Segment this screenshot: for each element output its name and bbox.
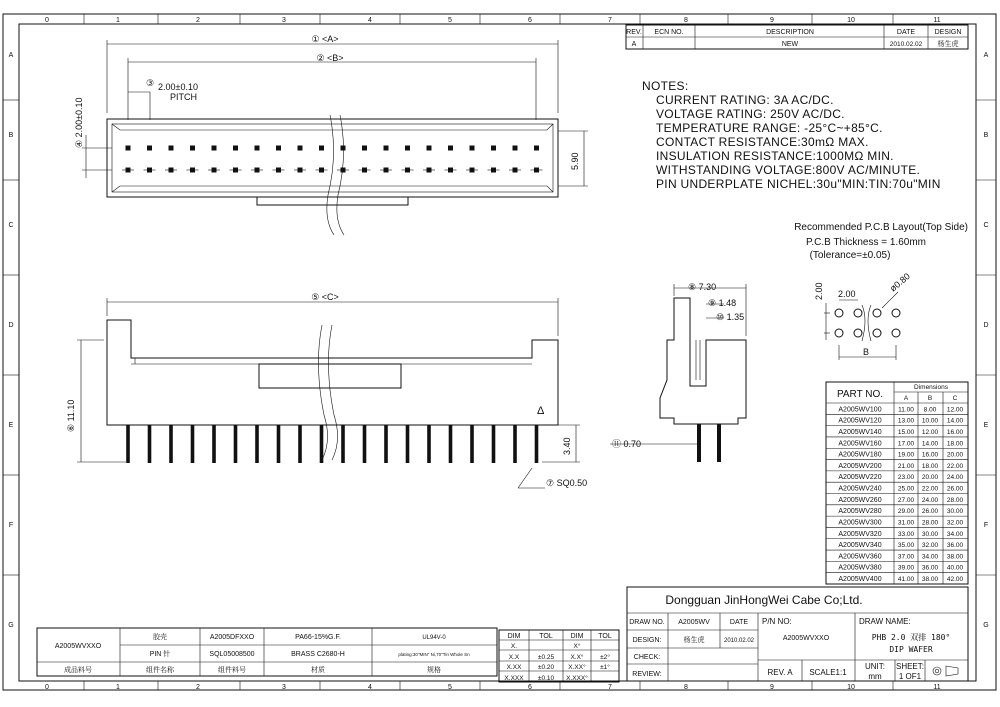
pcb-dim-b: B — [862, 347, 870, 357]
pcb-hole — [835, 329, 843, 337]
pcb-tolerance: (Tolerance=±0.05) — [809, 250, 891, 261]
bom-h-c3: 材质 — [311, 667, 325, 674]
review-label: REVIEW: — [632, 671, 662, 678]
projection-symbol-icon — [933, 666, 958, 676]
part-dimension: 35.00 — [897, 542, 915, 550]
part-number: A2005WV380 — [838, 564, 882, 572]
border-col-label: 5 — [448, 684, 452, 691]
pin-square — [427, 146, 432, 151]
pcb-hole — [873, 309, 881, 317]
note-line-7: PIN UNDERPLATE NICHEL:30u"MIN:TIN:70u"MIN — [656, 177, 941, 191]
pitch-dim: 2.00±0.10 — [158, 82, 198, 92]
rev-header-ecn: ECN NO. — [654, 29, 684, 36]
tolerance-cell: X.X° — [570, 654, 584, 661]
part-dimension: 28.00 — [921, 519, 939, 527]
design-date: 2010.02.02 — [723, 638, 755, 644]
rev-header-design: DESIGN — [934, 29, 962, 36]
pcb-title: Recommended P.C.B Layout(Top Side) — [794, 222, 968, 233]
front-view — [66, 292, 587, 488]
part-dimension: 30.00 — [921, 530, 939, 538]
part-dimension: 37.00 — [897, 553, 915, 561]
rev-value-date: 2010.02.02 — [889, 41, 923, 48]
border-col-label: 0 — [45, 17, 49, 24]
part-dimension: 25.00 — [897, 485, 915, 493]
pin-leg — [277, 425, 281, 463]
border-col-label: 9 — [770, 684, 774, 691]
pin-square — [384, 146, 389, 151]
front-pin-array — [126, 425, 538, 463]
pin-leg — [148, 425, 152, 463]
tolerance-cell: X° — [573, 643, 581, 650]
tolerance-cell: X. — [510, 643, 518, 650]
pcb-dim-v: 2.00 — [814, 282, 824, 300]
parts-rows — [826, 406, 968, 583]
part-dimension: 10.00 — [921, 417, 939, 425]
part-dimension: 13.00 — [897, 417, 915, 425]
design-label: DESIGN: — [632, 637, 662, 644]
border-row-label: A — [8, 52, 14, 59]
pin-square — [534, 146, 539, 151]
border-col-label: 1 — [116, 17, 120, 24]
part-number: A2005WV400 — [838, 576, 882, 583]
part-dimension: 18.00 — [921, 462, 939, 470]
pin-square — [341, 146, 346, 151]
bom-table — [37, 628, 497, 676]
bom-h-c2: 组件料号 — [218, 667, 246, 674]
pin-square — [147, 146, 152, 151]
tolerance-cell: X.XX° — [568, 664, 586, 671]
part-number: A2005WV240 — [838, 485, 882, 493]
part-number: A2005WV280 — [838, 508, 882, 516]
note-line-4: CONTACT RESISTANCE:30mΩ MAX. — [656, 135, 869, 149]
row-pitch-dim: ④ 2.00±0.10 — [74, 97, 84, 148]
notes-block — [642, 79, 941, 191]
part-number: A2005WV100 — [838, 406, 882, 414]
tolerance-header: DIM — [570, 633, 584, 640]
border-col-label: 6 — [528, 684, 532, 691]
pin-leg — [513, 425, 517, 463]
bom-h-c1: 组件名称 — [146, 667, 174, 674]
polarity-mark: Δ — [537, 405, 545, 417]
border-col-label: 8 — [684, 17, 688, 24]
rev-value: REV. A — [767, 668, 793, 677]
part-dimension: 34.00 — [921, 553, 939, 561]
border-col-label: 0 — [45, 684, 49, 691]
part-number: A2005WV220 — [838, 474, 882, 482]
top-view — [74, 34, 588, 235]
part-number: A2005WV120 — [838, 417, 882, 425]
pin-square — [513, 146, 518, 151]
tolerance-header: TOL — [598, 633, 612, 640]
pin-square — [405, 146, 410, 151]
tolerance-cell: ±1° — [600, 664, 610, 671]
parts-sub-a: A — [903, 395, 909, 402]
pcb-thickness: P.C.B Thickness = 1.60mm — [806, 237, 926, 248]
tolerance-cell: X.XXX — [504, 675, 524, 682]
part-dimension: 18.00 — [946, 440, 964, 448]
note-line-1: CURRENT RATING: 3A AC/DC. — [656, 93, 834, 107]
tolerance-header: TOL — [539, 633, 553, 640]
date-label: DATE — [729, 619, 749, 626]
draw-name-2: DIP WAFER — [889, 645, 933, 654]
parts-sub-b: B — [927, 395, 933, 402]
part-dimension: 34.00 — [946, 530, 964, 538]
draw-name-1: PHB 2.0 双排 180° — [871, 633, 951, 642]
pin-square — [212, 146, 217, 151]
border-col-label: 11 — [933, 17, 941, 24]
front-height-dim: ⑥ 11.10 — [66, 399, 76, 432]
side-dim-2: ⑩ 1.35 — [716, 312, 745, 322]
border-row-label: E — [983, 422, 989, 429]
bom-r2-c4: plating:30"MIN" Ni,70"Tin Whole Sn — [398, 652, 470, 657]
bom-r1-c2: A2005DFXXO — [209, 634, 255, 641]
pitch-label: PITCH — [170, 92, 197, 102]
pcb-hole — [873, 329, 881, 337]
border-col-label: 2 — [196, 17, 200, 24]
rev-header-rev: REV. — [626, 29, 642, 36]
border-row-label: B — [983, 132, 989, 139]
parts-sub-c: C — [952, 395, 958, 402]
pin-square — [276, 146, 281, 151]
part-number: A2005WV360 — [838, 553, 882, 561]
check-label: CHECK: — [633, 654, 661, 661]
pin-square — [319, 146, 324, 151]
pin-leg — [255, 425, 259, 463]
border-col-label: 5 — [448, 17, 452, 24]
tolerance-table — [499, 630, 619, 682]
pin-square — [298, 146, 303, 151]
bom-r2-c3: BRASS C2680-H — [291, 651, 345, 658]
border-row-label: G — [983, 622, 989, 629]
pin-leg — [470, 425, 474, 463]
pcb-layout — [794, 222, 968, 360]
bom-r2-c1: PIN 针 — [149, 651, 171, 658]
pcb-hole — [835, 309, 843, 317]
part-dimension: 12.00 — [921, 428, 939, 436]
part-dimension: 38.00 — [946, 553, 964, 561]
border-row-label: E — [8, 422, 14, 429]
part-number: A2005WV160 — [838, 440, 882, 448]
part-dimension: 33.00 — [897, 530, 915, 538]
part-dimension: 11.00 — [898, 406, 914, 414]
border-row-label: F — [8, 522, 14, 529]
border-col-label: 10 — [847, 684, 855, 691]
pin-leg — [298, 425, 302, 463]
side-dim-width: ⑧ 7.30 — [688, 282, 717, 292]
part-dimension: 36.00 — [921, 564, 939, 572]
dim-a: ① <A> — [311, 34, 339, 44]
pin-leg — [191, 425, 195, 463]
unit-label: UNIT: — [865, 662, 885, 671]
parts-header-part: PART NO. — [836, 389, 884, 400]
border-col-label: 8 — [684, 684, 688, 691]
part-dimension: 14.00 — [921, 440, 939, 448]
note-line-3: TEMPERATURE RANGE: -25°C~+85°C. — [656, 121, 883, 135]
pin-leg — [535, 425, 539, 463]
border-col-label: 7 — [608, 17, 612, 24]
pin-square — [190, 146, 195, 151]
part-number: A2005WV180 — [838, 451, 882, 459]
part-dimension: 15.00 — [897, 428, 915, 436]
rev-value-desc: NEW — [781, 41, 799, 48]
tolerance-cell: ±0.25 — [537, 654, 555, 661]
bom-r1-c4: UL94V-0 — [422, 635, 446, 641]
border-col-label: 3 — [282, 17, 286, 24]
tolerance-cell: X.XXX° — [566, 675, 588, 682]
draw-no-label: DRAW NO. — [629, 619, 665, 626]
pn-label: P/N NO: — [762, 617, 792, 626]
pcb-dim-h: 2.00 — [838, 289, 856, 299]
part-dimension: 14.00 — [946, 417, 964, 425]
pin-square — [169, 146, 174, 151]
part-dimension: 39.00 — [897, 564, 915, 572]
scale-value: SCALE1:1 — [809, 668, 847, 677]
pcb-hole — [854, 309, 862, 317]
rev-value-design: 杨生虎 — [937, 41, 959, 48]
part-dimension: 31.00 — [897, 519, 915, 527]
part-number: A2005WV260 — [838, 496, 882, 504]
pin-leg — [363, 425, 367, 463]
tolerance-cell: X.XX — [506, 664, 522, 671]
border-row-label: D — [8, 322, 14, 329]
bom-r1-c1: 胶壳 — [153, 634, 167, 641]
part-number: A2005WV320 — [838, 530, 882, 538]
part-dimension: 8.00 — [923, 406, 937, 414]
part-dimension: 23.00 — [897, 474, 915, 482]
rev-value-rev: A — [631, 41, 637, 48]
company-name: Dongguan JinHongWei Cabe Co;Ltd. — [665, 593, 863, 607]
part-dimension: 41.00 — [897, 576, 915, 583]
part-dimension: 32.00 — [921, 542, 939, 550]
sheet-value: 1 OF1 — [898, 672, 922, 681]
pin-leg — [384, 425, 388, 463]
bom-h-c0: 成品料号 — [64, 667, 92, 674]
side-dim-1: ⑨ 1.48 — [708, 298, 737, 308]
tolerance-cell: ±0.20 — [537, 664, 555, 671]
pcb-hole — [854, 329, 862, 337]
part-dimension: 40.00 — [946, 564, 964, 572]
pin-square — [233, 146, 238, 151]
rev-header-desc: DESCRIPTION — [766, 29, 814, 36]
border-col-label: 4 — [368, 684, 372, 691]
part-number: A2005WV200 — [838, 462, 882, 470]
border-col-label: 1 — [116, 684, 120, 691]
pin-square — [491, 146, 496, 151]
bom-part: A2005WVXXO — [54, 643, 102, 650]
tolerance-header: DIM — [507, 633, 521, 640]
pin-square — [448, 146, 453, 151]
border-col-label: 7 — [608, 684, 612, 691]
border-row-label: D — [983, 322, 989, 329]
pin-leg — [492, 425, 496, 463]
part-dimension: 17.00 — [897, 440, 915, 448]
pin-square — [126, 146, 131, 151]
draw-name-label: DRAW NAME: — [859, 617, 911, 626]
tolerance-cell: ±0.10 — [537, 675, 555, 682]
side-view — [610, 282, 746, 462]
notes-title: NOTES: — [642, 79, 689, 93]
unit-value: mm — [868, 672, 882, 681]
pin-leg — [126, 425, 130, 463]
part-number: A2005WV300 — [838, 519, 882, 527]
pin-square — [470, 146, 475, 151]
parts-table — [826, 382, 968, 584]
border-row-label: C — [983, 222, 989, 229]
part-dimension: 19.00 — [897, 451, 915, 459]
revision-table — [626, 25, 968, 49]
draw-no-value: A2005WV — [678, 619, 710, 626]
part-dimension: 26.00 — [921, 508, 939, 516]
border-col-label: 3 — [282, 684, 286, 691]
pin-leg — [406, 425, 410, 463]
top-pin-array — [122, 146, 543, 173]
part-dimension: 26.00 — [946, 485, 964, 493]
part-dimension: 16.00 — [921, 451, 939, 459]
top-height-dim: 5.90 — [570, 152, 580, 170]
part-dimension: 16.00 — [946, 428, 964, 436]
pcb-hole — [892, 309, 900, 317]
note-line-5: INSULATION RESISTANCE:1000MΩ MIN. — [656, 149, 894, 163]
note-line-6: WITHSTANDING VOLTAGE:800V AC/MINUTE. — [656, 163, 921, 177]
pcb-hole — [892, 329, 900, 337]
part-dimension: 20.00 — [946, 451, 964, 459]
pn-value: A2005WVXXO — [782, 635, 830, 642]
dim-b: ② <B> — [316, 53, 344, 63]
rev-header-date: DATE — [896, 29, 916, 36]
tolerance-cell: ±2° — [600, 654, 610, 661]
part-dimension: 28.00 — [946, 496, 964, 504]
pin-leg — [449, 425, 453, 463]
tolerance-cell: X.X — [508, 654, 520, 661]
pin-leg — [212, 425, 216, 463]
pitch-number: ③ — [146, 78, 155, 88]
pin-leg — [427, 425, 431, 463]
part-dimension: 21.00 — [897, 462, 915, 470]
pin-leg — [234, 425, 238, 463]
part-number: A2005WV140 — [838, 428, 882, 436]
border-row-label: A — [983, 52, 989, 59]
tolerance-cells — [504, 633, 611, 682]
pin-square — [255, 146, 260, 151]
parts-header-dims: Dimensions — [914, 384, 948, 391]
border-col-label: 2 — [196, 684, 200, 691]
border-col-label: 9 — [770, 17, 774, 24]
pcb-hole-dim: ø0.80 — [887, 271, 912, 294]
sheet-label: SHEET: — [895, 662, 925, 671]
part-dimension: 30.00 — [946, 508, 964, 516]
side-dim-pin: ⑪ 0.70 — [612, 439, 642, 449]
part-number: A2005WV340 — [838, 542, 882, 550]
pin-leg — [320, 425, 324, 463]
pin-leg — [341, 425, 345, 463]
border-row-label: G — [8, 622, 14, 629]
designer: 杨生虎 — [683, 637, 705, 644]
part-dimension: 36.00 — [946, 542, 964, 550]
border-col-label: 6 — [528, 17, 532, 24]
part-dimension: 29.00 — [897, 508, 915, 516]
border-col-label: 4 — [368, 17, 372, 24]
border-row-label: F — [983, 522, 989, 529]
pin-length-dim: 3.40 — [562, 437, 572, 455]
part-dimension: 24.00 — [921, 496, 939, 504]
dim-c: ⑤ <C> — [311, 292, 339, 302]
part-dimension: 12.00 — [946, 406, 964, 414]
part-dimension: 24.00 — [946, 474, 964, 482]
border-col-label: 11 — [933, 684, 941, 691]
pin-sq-dim: ⑦ SQ0.50 — [546, 478, 588, 488]
title-block — [627, 587, 968, 681]
pin-leg — [169, 425, 173, 463]
part-dimension: 38.00 — [921, 576, 939, 583]
part-dimension: 22.00 — [921, 485, 939, 493]
bom-r1-c3: PA66-15%G.F. — [295, 634, 341, 641]
outer-frame — [3, 14, 996, 690]
bom-h-c4: 规格 — [427, 667, 441, 674]
border-ticks — [3, 14, 996, 691]
part-dimension: 32.00 — [946, 519, 964, 527]
border-row-label: B — [8, 132, 14, 139]
part-dimension: 22.00 — [946, 462, 964, 470]
bom-r2-c2: SQL05008500 — [209, 651, 255, 658]
part-dimension: 20.00 — [921, 474, 939, 482]
part-dimension: 42.00 — [946, 576, 964, 583]
border-col-label: 10 — [847, 17, 855, 24]
pin-square — [362, 146, 367, 151]
border-row-label: C — [8, 222, 14, 229]
part-dimension: 27.00 — [897, 496, 915, 504]
note-line-2: VOLTAGE RATING: 250V AC/DC. — [656, 107, 845, 121]
